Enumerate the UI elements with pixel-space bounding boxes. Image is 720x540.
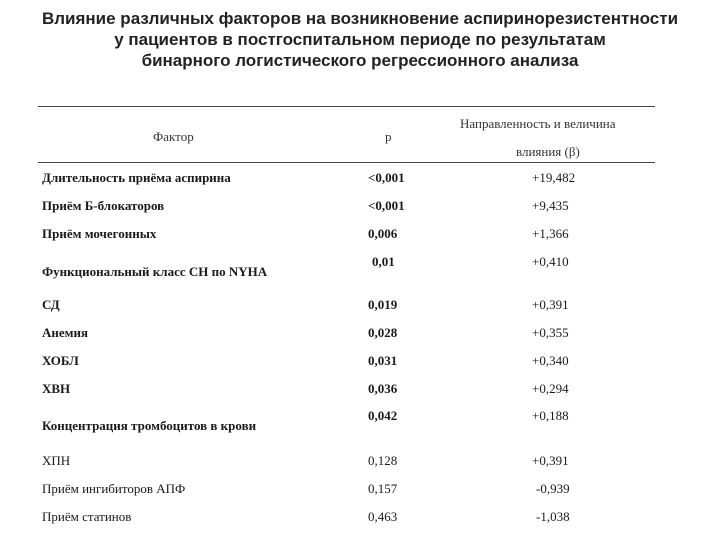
factor-cell: СД	[42, 297, 60, 312]
p-cell: <0,001	[368, 170, 405, 185]
table-row	[0, 325, 720, 345]
header-p: p	[385, 129, 392, 144]
table-row	[0, 297, 720, 317]
factor-cell: Функциональный класс СН по NYHA	[42, 264, 268, 279]
beta-cell: +0,391	[532, 297, 569, 312]
p-cell: 0,036	[368, 381, 398, 396]
table-row	[0, 254, 720, 279]
beta-cell: +0,294	[532, 381, 569, 396]
factor-cell: Анемия	[42, 325, 89, 340]
beta-cell: -0,939	[536, 481, 570, 496]
p-cell: 0,01	[372, 254, 395, 269]
header-factor: Фактор	[153, 129, 194, 144]
p-cell: 0,028	[368, 325, 398, 340]
beta-cell: +0,340	[532, 353, 569, 368]
table-row	[0, 198, 720, 218]
factor-cell: Концентрация тромбоцитов в крови	[42, 418, 257, 433]
table-row	[0, 481, 720, 501]
header-beta-line-1: Направленность и величина	[460, 116, 616, 131]
beta-cell: +0,410	[532, 254, 569, 269]
factor-cell: ХПН	[42, 453, 71, 468]
p-cell: 0,031	[368, 353, 398, 368]
factor-cell: ХВН	[42, 381, 71, 396]
table-header-rule	[38, 162, 655, 163]
beta-cell: +1,366	[532, 226, 569, 241]
p-cell: 0,006	[368, 226, 398, 241]
beta-cell: +19,482	[532, 170, 576, 185]
factor-cell: Длительность приёма аспирина	[42, 170, 231, 185]
beta-cell: +0,391	[532, 453, 569, 468]
beta-cell: +9,435	[532, 198, 569, 213]
table-row	[0, 509, 720, 529]
table-row	[0, 226, 720, 246]
title-line-1: Влияние различных факторов на возникновение аспиринорезистентности	[41, 9, 679, 28]
table-row	[0, 453, 720, 473]
page-title	[0, 8, 720, 71]
header-beta-line-2: влияния (β)	[516, 144, 580, 159]
beta-cell: -1,038	[536, 509, 570, 524]
title-line-3: бинарного логистического регрессионного анализа	[141, 51, 579, 70]
p-cell: 0,463	[368, 509, 398, 524]
title-line-2: у пациентов в постгоспитальном периоде по результатам	[114, 30, 606, 49]
factor-cell: Приём статинов	[42, 509, 132, 524]
table-row	[0, 381, 720, 401]
factor-cell: ХОБЛ	[42, 353, 79, 368]
factor-cell: Приём Б-блокаторов	[42, 198, 165, 213]
p-cell: 0,128	[368, 453, 398, 468]
table-row	[0, 353, 720, 373]
p-cell: 0,042	[368, 408, 398, 423]
beta-cell: +0,355	[532, 325, 569, 340]
factor-cell: Приём ингибиторов АПФ	[42, 481, 186, 496]
factor-cell: Приём мочегонных	[42, 226, 157, 241]
table-row	[0, 408, 720, 433]
table-top-rule	[38, 106, 655, 107]
beta-cell: +0,188	[532, 408, 569, 423]
p-cell: <0,001	[368, 198, 405, 213]
p-cell: 0,157	[368, 481, 398, 496]
p-cell: 0,019	[368, 297, 398, 312]
table-row	[0, 170, 720, 190]
